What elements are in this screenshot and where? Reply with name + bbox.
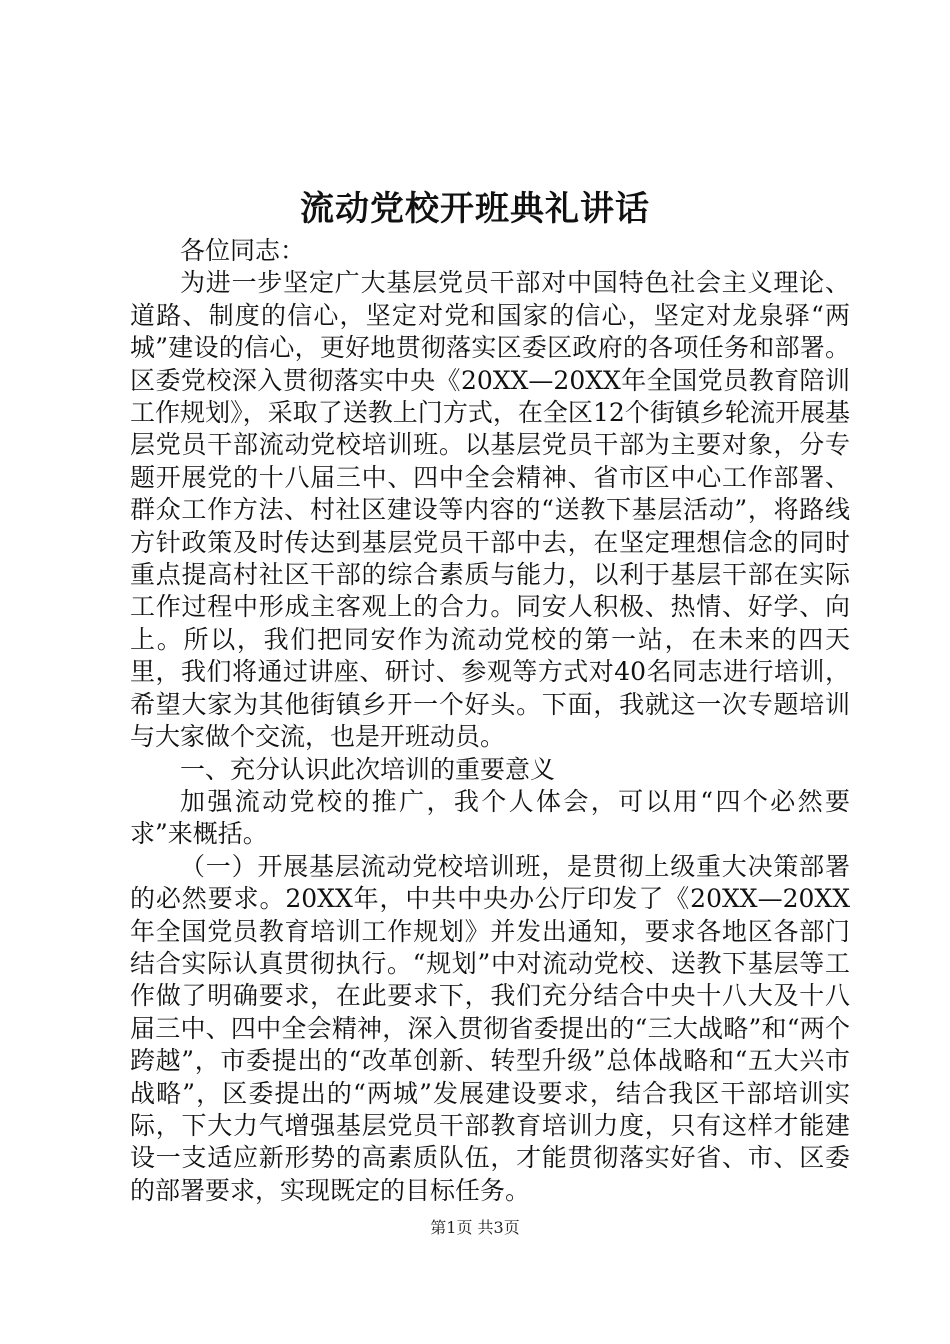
salutation: 各位同志： <box>180 236 306 265</box>
document-body <box>130 235 850 1207</box>
section-intro-paragraph: 加强流动党校的推广，我个人体会，可以用“四个必然要求”来概括。 <box>130 786 850 849</box>
page-number: 第1页 共3页 <box>430 1218 520 1237</box>
subsection-paragraph: （一）开展基层流动党校培训班，是贯彻上级重大决策部署的必然要求。20XX年，中共中央办公厅印发了《20XX—20XX年全国党员教育培训工作规划》并发出通知，要求各地区各部门结合实际认真贯彻执行。“规划”中对流动党校、送教下基层等工作做了明确要求，在此要求下，我们充分结合中央十八大及十八届三中、四中全会精神，深入贯彻省委提出的“三大战略”和“两个跨越”，市委提出的“改革创新、转型升级”总体战略和“五大兴市战略”，区委提出的“两城”发展建设要求，结合我区干部培训实际，下大力气增强基层党员干部教育培训力度，只有这样才能建设一支适应新形势的高素质队伍，才能贯彻落实好省、市、区委的部署要求，实现既定的目标任务。 <box>130 851 850 1205</box>
intro-paragraph: 为进一步坚定广大基层党员干部对中国特色社会主义理论、道路、制度的信心，坚定对党和国家的信心，坚定对龙泉驿“两城”建设的信心，更好地贯彻落实区委区政府的各项任务和部署。区委党校深入贯彻落实中央《20XX—20XX年全国党员教育陪训工作规划》，采取了送教上门方式，在全区12个街镇乡轮流开展基层党员干部流动党校培训班。以基层党员干部为主要对象，分专题开展党的十八届三中、四中全会精神、省市区中心工作部署、群众工作方法、村社区建设等内容的“送教下基层活动”，将路线方针政策及时传达到基层党员干部中去，在坚定理想信念的同时重点提高村社区干部的综合素质与能力，以利于基层干部在实际工作过程中形成主客观上的合力。同安人积极、热情、好学、向上。所以，我们把同安作为流动党校的第一站，在未来的四天里，我们将通过讲座、研讨、参观等方式对40名同志进行培训，希望大家为其他街镇乡开一个好头。下面，我就这一次专题培训与大家做个交流，也是开班动员。 <box>130 268 850 752</box>
document-title: 流动党校开班典礼讲话 <box>300 189 650 229</box>
section-heading: 一、充分认识此次培训的重要意义 <box>180 754 556 784</box>
